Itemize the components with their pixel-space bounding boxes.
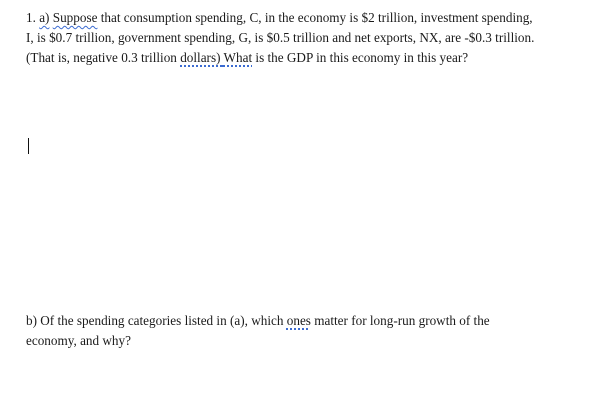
question-a-part-label: a) — [39, 10, 50, 25]
spellcheck-flagged-word[interactable]: Suppose — [52, 10, 98, 25]
question-a-line-1-text: that consumption spending, C, in the economy is $2 trillion, investment spending, — [100, 10, 533, 25]
text-cursor — [28, 138, 29, 154]
question-b-line-1-text: matter for long-run growth of the — [314, 313, 490, 328]
question-b-line-2: economy, and why? — [26, 333, 131, 348]
question-a-line-1 — [26, 8, 586, 28]
question-a-line-2: I, is $0.7 trillion, government spending, G, is $0.5 trillion and net exports, NX, are -$0.3 trillion. — [26, 30, 535, 45]
question-number: 1. — [26, 10, 36, 25]
question-a-line-3-text: is the GDP in this economy in this year? — [255, 50, 469, 65]
question-b-line-1-start: b) Of the spending categories listed in (a), which — [26, 313, 284, 328]
question-b-line-1 — [26, 311, 586, 331]
question-a-line-3 — [26, 48, 586, 68]
question-a-paragraph — [26, 8, 586, 68]
question-b-paragraph — [26, 311, 586, 351]
grammar-flagged-word[interactable]: dollars) — [180, 50, 221, 65]
question-a-line-3-start: (That is, negative 0.3 trillion — [26, 50, 177, 65]
grammar-flagged-word-2[interactable]: What — [223, 50, 253, 65]
grammar-flagged-word[interactable]: ones — [286, 313, 311, 328]
